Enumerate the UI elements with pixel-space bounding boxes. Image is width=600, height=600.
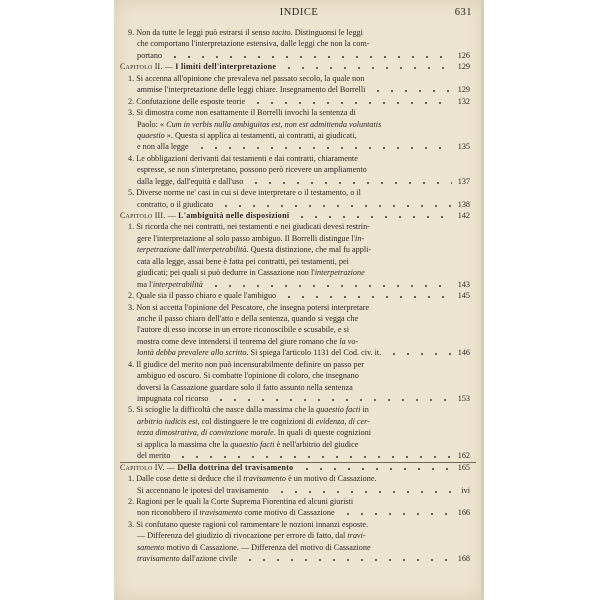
toc-line xyxy=(114,382,484,393)
line-text xyxy=(137,553,237,564)
line-text xyxy=(137,130,357,141)
toc-line xyxy=(114,187,484,198)
toc-line xyxy=(114,404,484,415)
page-ref: 166 xyxy=(457,508,470,518)
chapter-title: Della dottrina del travisamento xyxy=(177,462,294,472)
leader-dots xyxy=(300,467,452,471)
line-text xyxy=(137,450,170,461)
line-text: Capitolo II. — I limiti dell'interpretazione xyxy=(120,62,277,72)
toc-line xyxy=(114,416,484,427)
page-ref: 162 xyxy=(457,451,470,461)
page-ref: 132 xyxy=(457,96,470,106)
line-text-part: in xyxy=(360,405,369,415)
italic-text: quaestio xyxy=(137,130,165,140)
line-text xyxy=(137,50,162,61)
line-text-part: 3. Non si accetta l'opinione del Pescatore, che insegna potersi interpretare xyxy=(128,302,370,312)
book-page xyxy=(114,0,484,600)
line-text-part: 5. Diverse norme ne' casi in cui si deve interpretare o il testamento, o il xyxy=(128,188,361,198)
page-ref: ivi xyxy=(461,485,470,495)
line-text-part: . In quali di queste cognizioni xyxy=(273,428,372,438)
toc-line xyxy=(114,427,484,438)
toc-line xyxy=(114,221,484,232)
page-ref: 165 xyxy=(457,462,470,472)
line-text xyxy=(128,221,370,232)
leader-dots xyxy=(282,295,452,299)
toc-line xyxy=(114,530,484,541)
line-text xyxy=(128,27,363,38)
page-ref: 135 xyxy=(457,142,470,152)
toc-entry xyxy=(114,176,484,187)
running-title: INDICE xyxy=(279,7,319,18)
toc-line xyxy=(114,313,484,324)
leader-dots xyxy=(195,146,452,150)
leader-dots xyxy=(295,215,452,219)
line-text-part: portano xyxy=(137,50,163,60)
line-text xyxy=(137,336,358,347)
line-text-part: è un motivo di Cassazione. xyxy=(286,474,377,484)
line-text-part: gere l'interpretazione al solo passo ambiguo. Il Borrelli distingue l' xyxy=(137,233,356,243)
leader-dots xyxy=(219,204,452,208)
line-text xyxy=(128,496,353,507)
italic-text: terpetrazione xyxy=(137,245,181,255)
page-ref: 137 xyxy=(457,176,470,186)
line-text-part: ». Questa si applica ai testamenti, ai contratti, ai giudicati, xyxy=(164,130,357,140)
italic-text: lontà debba prevalere allo scritto xyxy=(137,348,247,358)
toc-line xyxy=(114,359,484,370)
line-text-part: mostra come deve intendersi il teorema del giure romano che xyxy=(137,336,340,346)
line-text-part: e non alla legge xyxy=(137,142,189,152)
leader-dots xyxy=(371,89,452,93)
toc-entry xyxy=(114,393,484,404)
page-ref: 153 xyxy=(457,394,470,403)
line-text-part: è nell'arbitrio del giudice xyxy=(274,439,359,449)
line-text-part: 9. Non da tutte le leggi può estrarsi il senso xyxy=(128,28,272,37)
toc-line xyxy=(114,267,484,278)
line-text-part: 1. Si ricorda che nei contratti, nei testamenti e nei giudicati devesi restrin- xyxy=(128,222,370,232)
line-text-part: non riconobbero il xyxy=(137,508,200,518)
line-text xyxy=(128,519,368,530)
line-text-part: ambiguo ed oscuro. Si combatte l'opinione di coloro, che insegnano xyxy=(137,371,359,381)
line-text-part: come motivo di Cassazione xyxy=(242,508,335,518)
toc-entry xyxy=(114,347,484,358)
italic-text: samento xyxy=(137,542,165,552)
line-text-part: Paolo: « xyxy=(137,119,167,129)
page-ref: 129 xyxy=(457,62,470,72)
toc-entry xyxy=(114,290,484,301)
line-text xyxy=(137,279,203,290)
page-ref: 168 xyxy=(457,554,470,564)
chapter-heading xyxy=(114,210,484,221)
toc-entry xyxy=(114,553,484,564)
page-header xyxy=(114,7,484,21)
italic-text: travisamento xyxy=(243,474,287,484)
chapter-label: Capitolo II. xyxy=(120,62,163,72)
line-text xyxy=(128,290,276,301)
italic-text: quaestio facti xyxy=(316,405,361,415)
line-text-part: doversi la Cassazione guardare solo il fatto assunto nella sentenza xyxy=(137,382,353,392)
leader-dots xyxy=(387,352,452,356)
line-text xyxy=(137,439,358,450)
italic-text: interpetrabilità xyxy=(152,279,203,289)
toc-line xyxy=(114,519,484,530)
line-text-part: 3. Si dimostra come non esattamente il Borrelli invochi la sentenza di xyxy=(128,108,356,118)
line-text-part: 2. Confutazione delle esposte teorie xyxy=(128,96,246,106)
line-text xyxy=(137,347,381,358)
line-text-part: 1. Si accenna all'opinione che prevaleva nel passato secolo, la quale non xyxy=(128,73,365,83)
line-text xyxy=(137,256,349,267)
line-text-part: ammise l'interpretazione delle leggi chiare. Insegnamento del Borrelli xyxy=(137,85,366,95)
italic-text: evidenza, di cer- xyxy=(315,416,370,426)
italic-text: travi- xyxy=(347,531,366,541)
toc-entry xyxy=(114,50,484,61)
toc-line xyxy=(114,27,484,38)
leader-dots xyxy=(249,181,452,185)
italic-text: Cum in verbis nulla ambiguitas est, non est admittenda voluntatis xyxy=(166,119,382,129)
page-ref: 138 xyxy=(457,199,470,209)
line-text xyxy=(128,107,356,118)
line-text-part: si applica la massima che la xyxy=(137,439,231,449)
italic-text: in- xyxy=(355,233,365,243)
page-ref: 143 xyxy=(457,279,470,289)
leader-dots xyxy=(176,455,452,459)
line-text-part: dalla legge, dall'equità e dall'uso xyxy=(137,176,244,186)
line-text-part: cata alla legge, assai bene è fatta pei contratti, pei testamenti, pei xyxy=(137,256,349,266)
toc-line xyxy=(114,324,484,335)
line-text-part: ma l' xyxy=(137,279,153,289)
line-text xyxy=(137,84,365,95)
toc-line xyxy=(114,233,484,244)
toc-entry xyxy=(114,141,484,152)
line-text xyxy=(137,530,366,541)
line-text xyxy=(137,416,370,427)
italic-text: travisamento xyxy=(199,508,243,518)
toc-line xyxy=(114,107,484,118)
toc-entry xyxy=(114,84,484,95)
page-number: 631 xyxy=(454,7,472,18)
line-text xyxy=(137,119,381,130)
line-text xyxy=(137,233,364,244)
toc-line xyxy=(114,542,484,553)
line-text xyxy=(137,176,243,187)
toc-line xyxy=(114,370,484,381)
chapter-heading xyxy=(114,462,484,473)
line-text-part: 1. Dalle cose dette si deduce che il xyxy=(128,474,244,484)
line-text xyxy=(137,507,335,518)
line-text xyxy=(137,164,367,175)
chapter-title: I limiti dell'interpretazione xyxy=(175,62,277,72)
toc-entry xyxy=(114,279,484,290)
line-text xyxy=(128,359,364,370)
italic-text: arbitrio iudicis est xyxy=(137,416,198,426)
line-text: Capitolo III. — L'ambiguità nelle disposizioni xyxy=(120,211,290,220)
line-text xyxy=(137,393,208,404)
line-text xyxy=(137,324,349,335)
line-text xyxy=(128,187,361,198)
line-text xyxy=(137,427,371,438)
line-text xyxy=(137,267,365,278)
leader-dots xyxy=(243,558,452,562)
line-text xyxy=(137,141,189,152)
leader-dots xyxy=(341,512,452,516)
toc-line xyxy=(114,130,484,141)
line-text xyxy=(128,73,364,84)
leader-dots xyxy=(168,55,452,59)
toc-entry xyxy=(114,507,484,518)
line-text-part: 2. Quale sia il passo chiaro e quale l'ambiguo xyxy=(128,291,277,301)
line-text-part: . Distinguonsi le leggi xyxy=(290,28,363,37)
leader-dots xyxy=(275,490,455,494)
line-text xyxy=(128,302,369,313)
line-text xyxy=(137,313,358,324)
line-text-part: , col distinguere le tre cognizioni di xyxy=(197,416,316,426)
toc-entry xyxy=(114,485,484,496)
line-text-part: che comportano l'interpretazione estensiva, dalle leggi che non la com- xyxy=(137,39,370,49)
line-text xyxy=(137,244,371,255)
toc-entry xyxy=(114,96,484,107)
italic-text: interpetrazione xyxy=(314,268,365,278)
line-text: Capitolo IV. — Della dottrina del travisamento xyxy=(120,462,294,472)
toc-entry xyxy=(114,450,484,461)
leader-dots xyxy=(251,101,452,105)
leader-dots xyxy=(282,66,452,70)
toc-line xyxy=(114,473,484,484)
toc-line xyxy=(114,153,484,164)
page-ref: 126 xyxy=(457,50,470,60)
toc-line xyxy=(114,439,484,450)
line-text-part: — Differenza del giudizio di rivocazione per errore di fatto, dal xyxy=(137,531,348,541)
line-text xyxy=(128,153,358,164)
chapter-label: Capitolo III. xyxy=(120,211,166,220)
page-ref: 142 xyxy=(457,211,470,220)
page-ref: 146 xyxy=(457,348,470,358)
line-text-part: dall' xyxy=(180,245,197,255)
page-ref: 145 xyxy=(457,291,470,301)
line-text-part: del merito xyxy=(137,451,171,461)
line-text-part: 5. Si scioglie la difficoltà che nasce dalla massima che la xyxy=(128,405,317,415)
line-text-part: . Si spiega l'articolo 1131 del Cod. civ. it. xyxy=(246,348,382,358)
chapter-title: L'ambiguità nelle disposizioni xyxy=(178,211,290,220)
leader-dots xyxy=(214,398,452,402)
page-ref: 129 xyxy=(457,85,470,95)
line-text xyxy=(137,199,213,210)
line-text xyxy=(128,404,369,415)
line-text xyxy=(128,473,377,484)
italic-text: quaestio facti xyxy=(230,439,275,449)
line-text-part: 2. Ragioni per le quali la Corte Suprema Fiorentina ed alcuni giuristi xyxy=(128,496,354,506)
line-text xyxy=(137,542,371,553)
line-text-part: 4. Le obbligazioni derivanti dai testamenti e dai contratti, chiaramente xyxy=(128,153,358,163)
line-text xyxy=(137,485,269,496)
leader-dots xyxy=(209,284,452,288)
italic-text: tacito xyxy=(271,28,291,37)
line-text-part: . Questa distinzione, che mal fu appli- xyxy=(246,245,372,255)
line-text-part: espresse, se non s'interpretano, possono però ricevere un ampliamento xyxy=(137,165,367,175)
chapter-label: Capitolo IV. xyxy=(120,462,165,472)
line-text xyxy=(137,38,369,49)
line-text-part: anche il passo chiaro dell'atto e della sentenza, quando si vegga che xyxy=(137,313,359,323)
line-text-part: dall'azione civile xyxy=(179,554,238,564)
toc-line xyxy=(114,244,484,255)
toc-entry xyxy=(114,199,484,210)
line-text-part: contratto, o il giudicato xyxy=(137,199,214,209)
toc-line xyxy=(114,38,484,49)
table-of-contents xyxy=(114,27,484,565)
line-text xyxy=(137,370,359,381)
line-text-part: giudicati; pei quali si può dedurre in Cassazione non l' xyxy=(137,268,315,278)
line-text-part: 3. Si confutano queste ragioni col rammentare le nozioni innanzi esposte. xyxy=(128,519,369,529)
line-text-part: Si accennano le ipotesi del travisamento xyxy=(137,485,269,495)
toc-line xyxy=(114,302,484,313)
italic-text: interpetrabilità xyxy=(196,245,247,255)
chapter-heading xyxy=(114,61,484,72)
toc-line xyxy=(114,164,484,175)
italic-text: tezza dimostrativa, di convinzione morale xyxy=(137,428,274,438)
italic-text: la vo- xyxy=(339,336,359,346)
italic-text: travisamento xyxy=(137,554,180,564)
line-text-part: motivo di Cassazione. — Differenza del motivo di Cassazione xyxy=(164,542,371,552)
toc-line xyxy=(114,119,484,130)
line-text-part: 4. Il giudice del merito non può incensurabilmente definire un passo per xyxy=(128,359,365,369)
toc-line xyxy=(114,256,484,267)
toc-line xyxy=(114,496,484,507)
line-text xyxy=(128,96,245,107)
line-text xyxy=(137,382,353,393)
line-text-part: impugnata col ricorso xyxy=(137,394,209,403)
toc-line xyxy=(114,336,484,347)
line-text-part: l'autore di esso incorse in un errore riconoscibile e scusabile, e si xyxy=(137,325,350,335)
toc-line xyxy=(114,73,484,84)
